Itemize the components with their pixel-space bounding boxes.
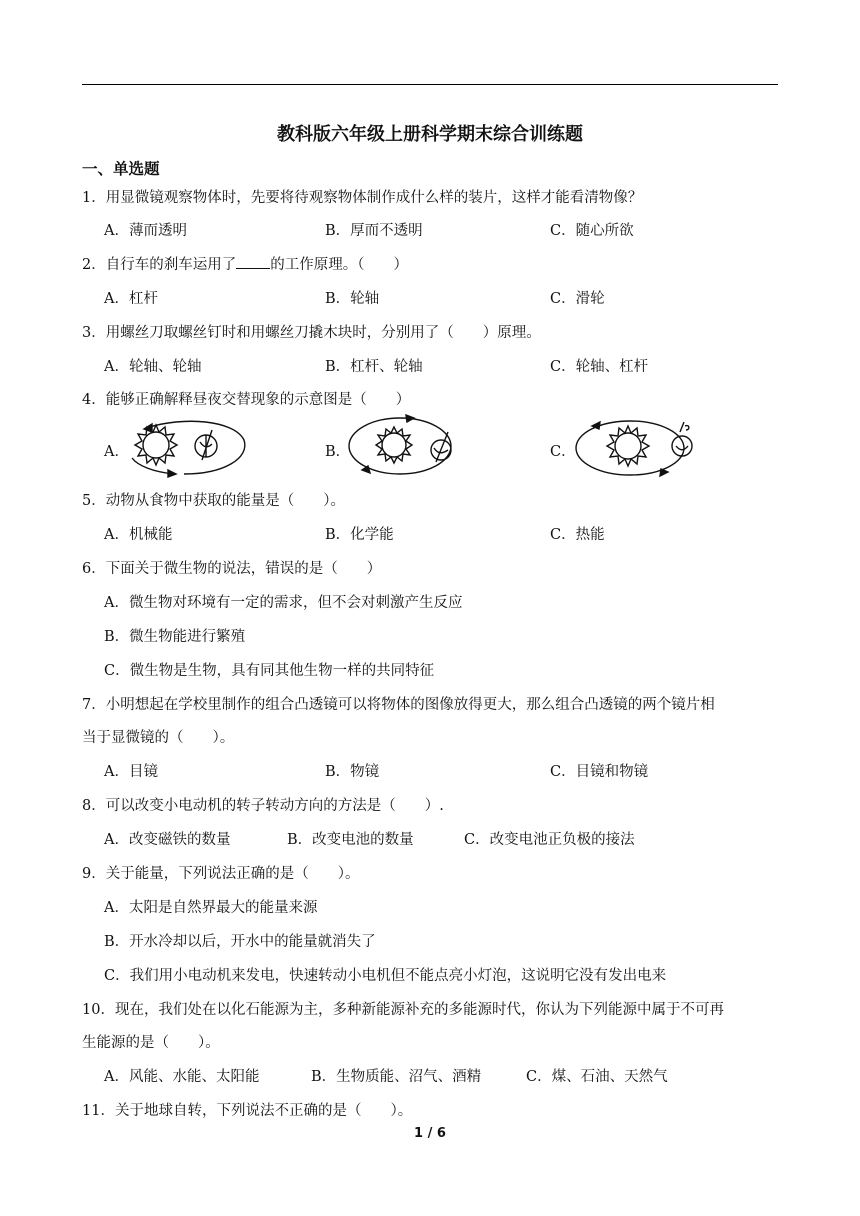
q4-option-b: B． bbox=[325, 444, 351, 460]
q10-option-c: C．煤、石油、天然气 bbox=[526, 1069, 668, 1085]
q9-option-b: B．开水冷却以后，开水中的能量就消失了 bbox=[104, 934, 376, 950]
q5-option-c: C．热能 bbox=[550, 527, 605, 543]
q4-option-c: C． bbox=[550, 444, 576, 460]
q9-option-c: C．我们用小电动机来发电，快速转动小电机但不能点亮小灯泡，这说明它没有发出电来 bbox=[104, 968, 667, 984]
section-heading: 一、单选题 bbox=[82, 160, 160, 178]
q7-option-a: A．目镜 bbox=[104, 764, 158, 780]
question-10-line-2: 生能源的是（ ）。 bbox=[82, 1035, 220, 1051]
page-number: 1 / 6 bbox=[414, 1126, 446, 1141]
q3-option-b: B．杠杆、轮轴 bbox=[325, 359, 423, 375]
question-6: 6．下面关于微生物的说法，错误的是（ ） bbox=[82, 561, 382, 577]
q5-option-b: B．化学能 bbox=[325, 527, 394, 543]
question-2-post: 的工作原理。（ ） bbox=[270, 257, 408, 273]
q9-option-a: A．太阳是自然界最大的能量来源 bbox=[104, 900, 318, 916]
q4-option-a: A． bbox=[104, 444, 129, 460]
question-5: 5．动物从食物中获取的能量是（ ）。 bbox=[82, 493, 345, 509]
q3-option-c: C．轮轴、杠杆 bbox=[550, 359, 649, 375]
page-title: 教科版六年级上册科学期末综合训练题 bbox=[277, 124, 583, 145]
question-8: 8．可以改变小电动机的转子转动方向的方法是（ ）. bbox=[82, 798, 444, 814]
q6-option-c: C．微生物是生物，具有同其他生物一样的共同特征 bbox=[104, 663, 435, 679]
q8-option-a: A．改变磁铁的数量 bbox=[104, 832, 231, 848]
q2-option-c: C．滑轮 bbox=[550, 291, 605, 307]
diagram-c bbox=[572, 418, 698, 480]
q1-option-b: B．厚而不透明 bbox=[325, 223, 423, 239]
header-rule bbox=[82, 84, 778, 85]
q6-option-a: A．微生物对环境有一定的需求，但不会对刺激产生反应 bbox=[104, 595, 463, 611]
answer-blank bbox=[236, 256, 270, 269]
question-9: 9．关于能量，下列说法正确的是（ ）。 bbox=[82, 866, 360, 882]
q3-option-a: A．轮轴、轮轴 bbox=[104, 359, 202, 375]
question-2 bbox=[82, 253, 408, 274]
q2-option-b: B．轮轴 bbox=[325, 291, 380, 307]
question-7-line-1: 7．小明想起在学校里制作的组合凸透镜可以将物体的图像放得更大，那么组合凸透镜的两个镜片相 bbox=[82, 697, 715, 713]
question-4: 4．能够正确解释昼夜交替现象的示意图是（ ） bbox=[82, 392, 411, 408]
q8-option-b: B．改变电池的数量 bbox=[287, 832, 414, 848]
question-3: 3．用螺丝刀取螺丝钉时和用螺丝刀撬木块时，分别用了（ ）原理。 bbox=[82, 325, 541, 341]
q10-option-b: B．生物质能、沼气、酒精 bbox=[311, 1069, 482, 1085]
question-11: 11．关于地球自转，下列说法不正确的是（ ）。 bbox=[82, 1103, 413, 1119]
question-2-pre: 2．自行车的刹车运用了 bbox=[82, 257, 237, 273]
q8-option-c: C．改变电池正负极的接法 bbox=[464, 832, 635, 848]
q2-option-a: A．杠杆 bbox=[104, 291, 158, 307]
q7-option-c: C．目镜和物镜 bbox=[550, 764, 649, 780]
diagram-b bbox=[344, 414, 456, 478]
q10-option-a: A．风能、水能、太阳能 bbox=[104, 1069, 260, 1085]
q6-option-b: B．微生物能进行繁殖 bbox=[104, 629, 246, 645]
diagram-a bbox=[124, 418, 250, 478]
question-7-line-2: 当于显微镜的（ ）。 bbox=[82, 730, 235, 746]
q1-option-c: C．随心所欲 bbox=[550, 223, 634, 239]
q5-option-a: A．机械能 bbox=[104, 527, 173, 543]
q1-option-a: A．薄而透明 bbox=[104, 223, 187, 239]
q7-option-b: B．物镜 bbox=[325, 764, 380, 780]
question-10-line-1: 10．现在，我们处在以化石能源为主，多种新能源补充的多能源时代，你认为下列能源中属于不可再 bbox=[82, 1002, 724, 1018]
question-1: 1．用显微镜观察物体时，先要将待观察物体制作成什么样的装片，这样才能看清物像？ bbox=[82, 190, 643, 206]
